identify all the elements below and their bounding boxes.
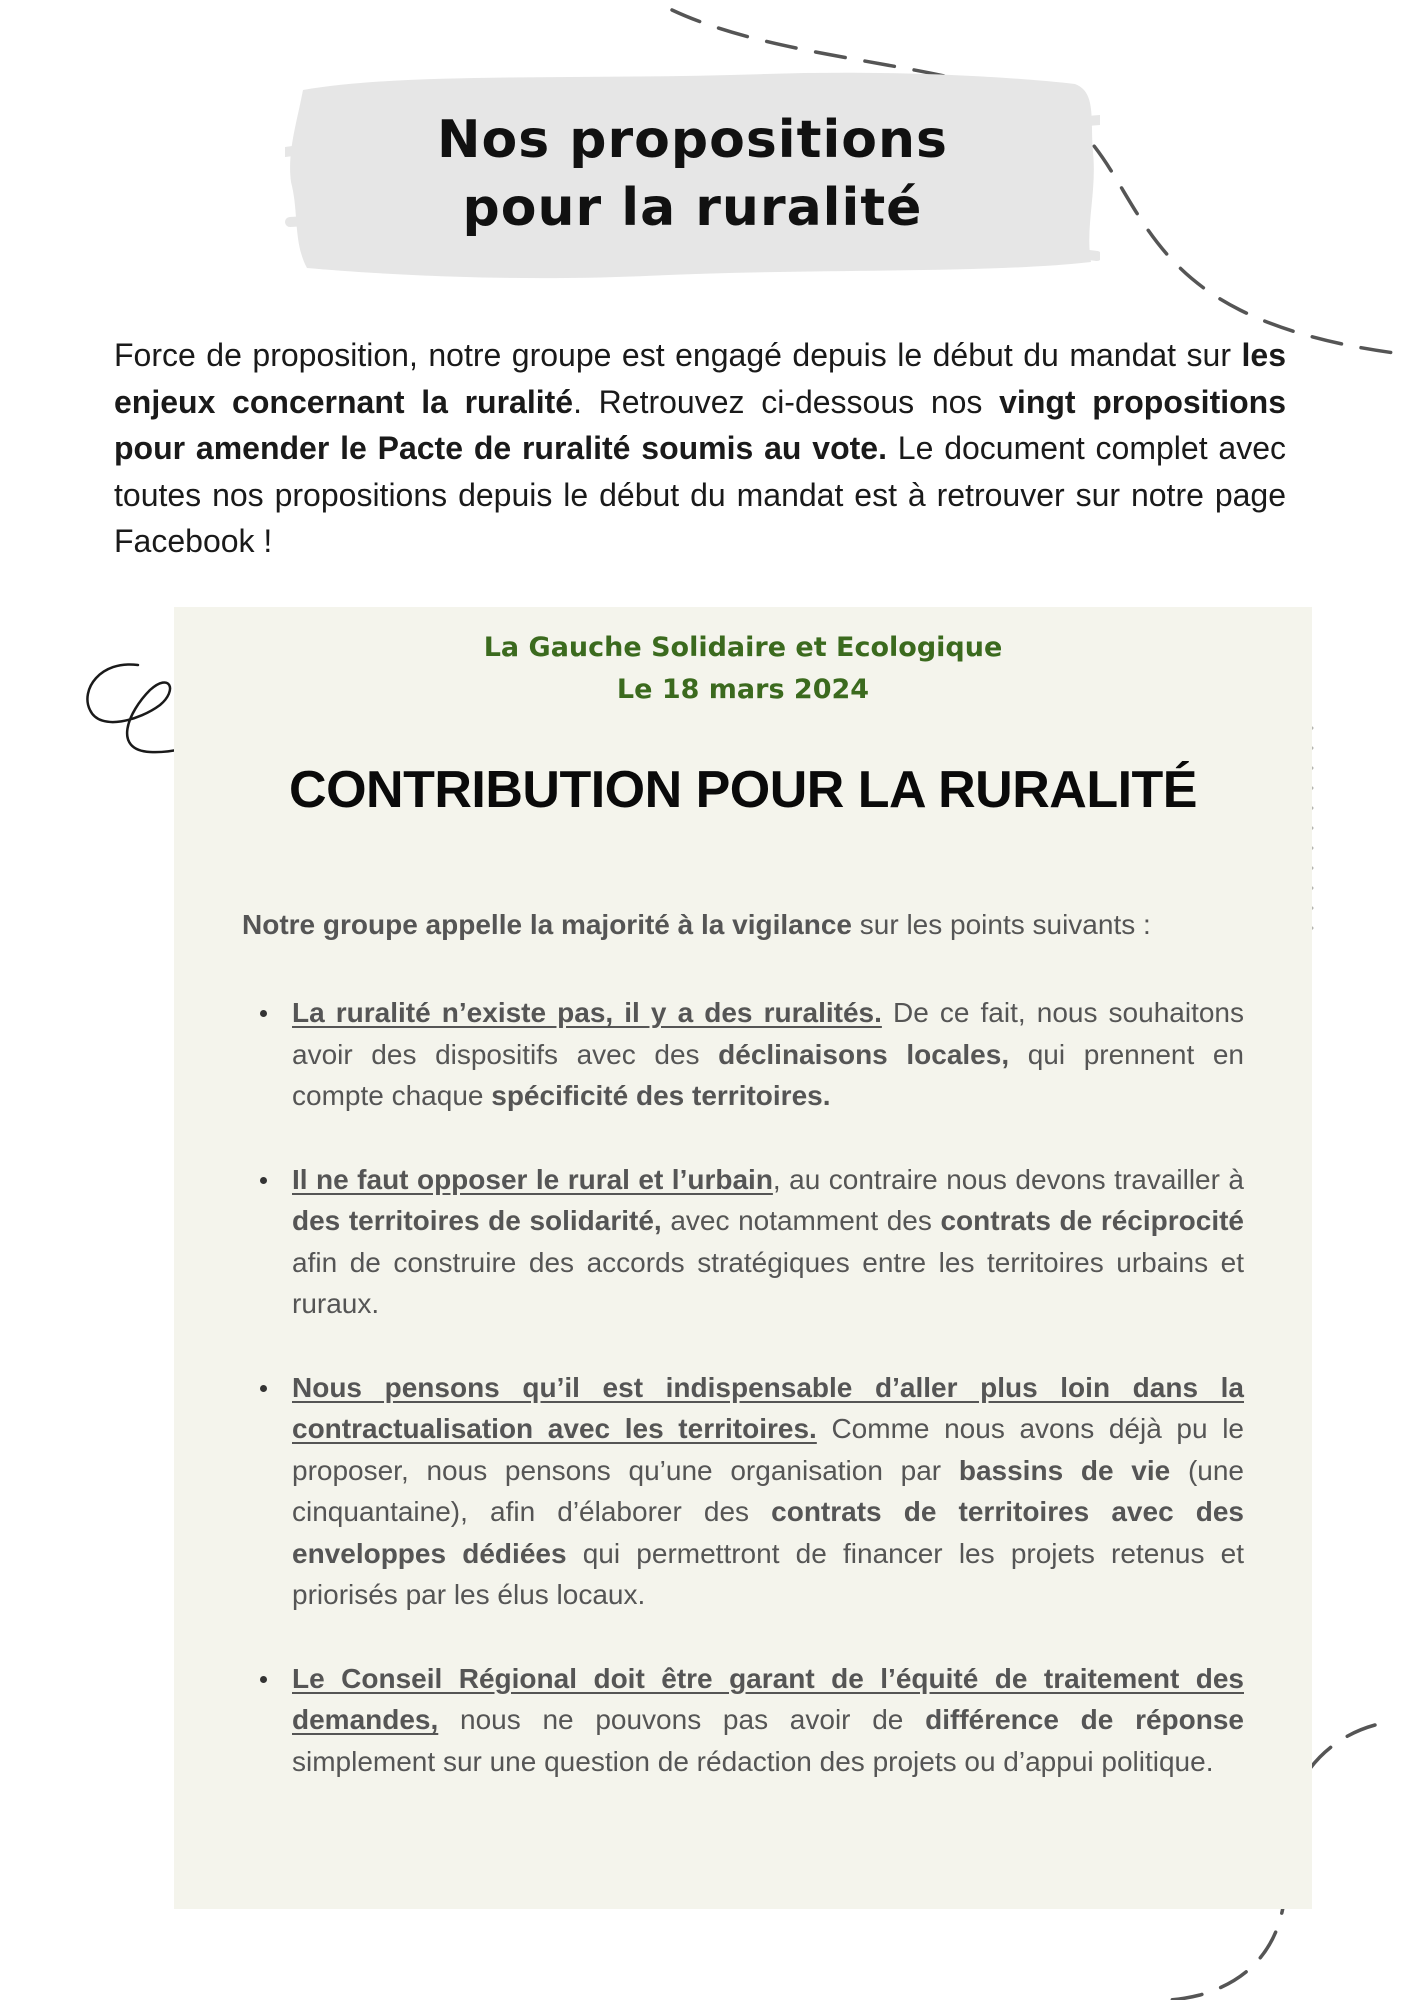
list-item (242, 1658, 1244, 1783)
document-date: Le 18 mars 2024 (616, 674, 870, 705)
intro-bold: vingt propositions pour amender le Pacte de ruralité soumis au vote. (114, 383, 1287, 466)
point-bold: différence de réponse (925, 1704, 1244, 1735)
page-title-line2: pour la ruralité (462, 178, 923, 238)
intro-paragraph (114, 332, 1286, 565)
intro-text: Force de proposition, notre groupe est engagé depuis le début du mandat sur (114, 337, 1242, 373)
point-text: Comme nous avons déjà pu le proposer, nous pensons qu’une organisation par (292, 1413, 1244, 1486)
point-text: De ce fait, nous souhaitons avoir des dispositifs avec des (292, 997, 1244, 1070)
point-bold: des territoires de solidarité, (292, 1205, 662, 1236)
document-header (174, 627, 1312, 711)
proposals-list (242, 992, 1244, 1782)
point-text: simplement sur une question de rédaction des projets ou d’appui politique. (292, 1745, 1214, 1777)
point-heading: Nous pensons qu’il est indispensable d’aller plus loin dans la contractualisation avec les territoires. (292, 1371, 1244, 1444)
point-text: qui prennent en compte chaque (292, 1038, 1244, 1111)
point-bold: bassins de vie (958, 1454, 1171, 1486)
point-text: , au contraire nous devons travailler à (772, 1163, 1244, 1195)
list-item (242, 1367, 1244, 1616)
point-heading: Il ne faut opposer le rural et l’urbain (292, 1163, 773, 1195)
point-text: qui permettront de financer les projets retenus et priorisés par les élus locaux. (292, 1537, 1244, 1610)
point-heading: Le Conseil Régional doit être garant de l’équité de traitement des demandes, (292, 1662, 1244, 1735)
intro-bold: les enjeux concernant la ruralité (114, 337, 1286, 420)
point-text: (une cinquantaine), afin d’élaborer des (292, 1454, 1244, 1527)
point-bold: contrats de réciprocité (940, 1205, 1245, 1236)
list-item (242, 992, 1244, 1117)
intro-text: . Retrouvez ci-dessous nos (573, 383, 1000, 420)
list-item (242, 1159, 1244, 1325)
page-title (285, 106, 1100, 242)
lead-sentence (242, 905, 1262, 945)
point-bold: spécificité des territoires. (491, 1080, 831, 1111)
document-title: CONTRIBUTION POUR LA RURALITÉ (289, 761, 1197, 819)
intro-text: Le document complet avec toutes nos propositions depuis le début du mandat est à retrouver sur notre page Facebook ! (114, 430, 1287, 559)
point-heading: La ruralité n’existe pas, il y a des ruralités. (292, 997, 882, 1028)
page-title-line1: Nos propositions (437, 110, 948, 170)
title-banner (285, 62, 1100, 284)
lead-text: sur les points suivants : (851, 909, 1151, 940)
organization-name: La Gauche Solidaire et Ecologique (483, 632, 1003, 663)
point-bold: contrats de territoires avec des enveloppes dédiées (292, 1496, 1244, 1569)
point-text: avec notamment des (661, 1205, 941, 1236)
document-panel (174, 607, 1312, 1909)
point-text: afin de construire des accords stratégiques entre les territoires urbains et ruraux. (292, 1246, 1244, 1319)
lead-bold: Notre groupe appelle la majorité à la vigilance (242, 909, 852, 940)
point-bold: déclinaisons locales, (718, 1038, 1010, 1070)
point-text: nous ne pouvons pas avoir de (438, 1704, 926, 1735)
